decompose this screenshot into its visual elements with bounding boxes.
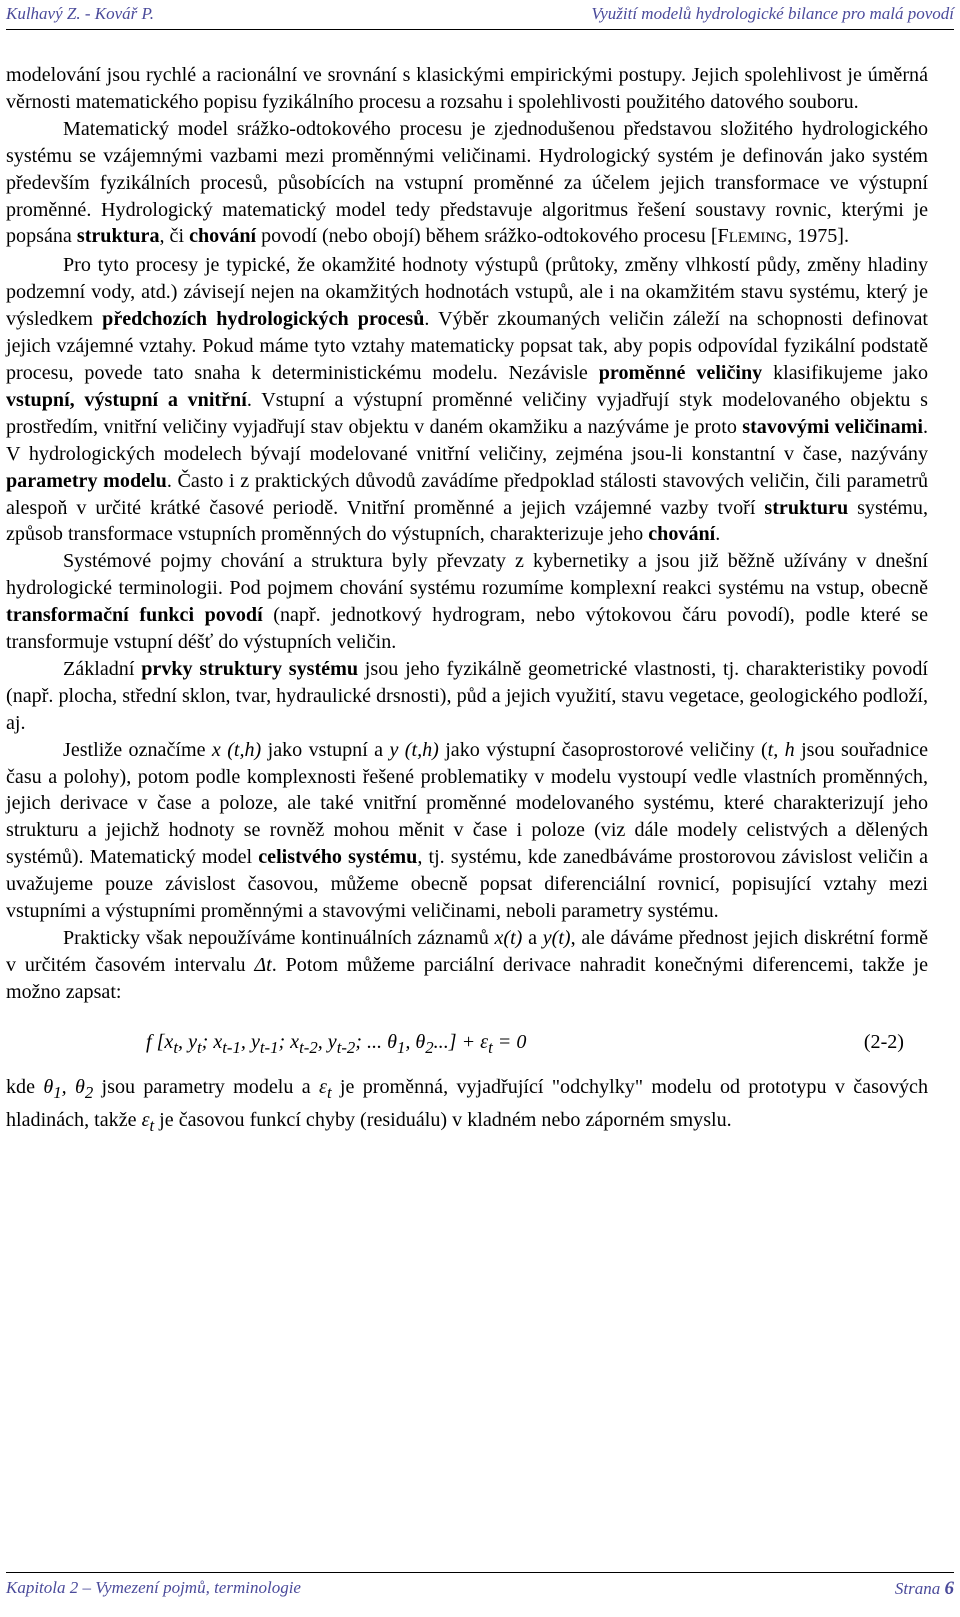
equation: f [$x_t$, $y_t$; $x_{t-1}$, $y_{t-1}$; $x_{t-2}$, $y_{t-2}$; ... $\theta_1$, $\theta_2...] + \varepsilon_t = 0$: [146, 1030, 527, 1057]
page-number: 6: [944, 1578, 954, 1599]
paragraph: Systémové pojmy chování a struktura byly převzaty z kybernetiky a jsou již běžně užívány v dnešní hydrologické terminologii. Pod pojmem chování systému rozumíme komplexní reakci systému na vstup, obecně transformační funkci povodí (např. jednotkový hydrogram, nebo výtokovou čáru povodí), podle které se transformuje vstupní déšť do výstupních veličin.: [6, 550, 928, 654]
paragraph: Jestliže označíme x (t,h) jako vstupní a y (t,h) jako výstupní časoprostorové veličiny (t, h jsou souřadnice času a polohy), potom podle komplexnosti řešené problematiky v modelu vystoupí vedle vlastních proměnných, jejich derivace v čase a poloze, ale také vnitřní proměnné modelovaného systému, které charakterizují jeho strukturu a jejichž hodnoty se rovněž mohou měnit v čase i poloze (viz dále modely celistvých a dělených systémů). Matematický model celistvého systému, tj. systému, kde zanedbáváme prostorovou závislost veličin a uvažujeme pouze závislost časovou, můžeme obecně popsat diferenciální rovnicí, popisující vztahy mezi vstupními a výstupními proměnnými a stavovými veličinami, neboli parametry systému.: [6, 738, 928, 923]
footer-rule: [6, 1572, 954, 1573]
paragraph: Matematický model srážko-odtokového procesu je zjednodušenou představou složitého hydrologického systému se vzájemnými vazbami mezi proměnnými veličinami. Hydrologický systém je definován jako systém především fyzikálních procesů, působících na vstupní proměnné za účelem jejich transformace ve výstupní proměnné. Hydrologický matematický model tedy představuje algoritmus řešení soustavy rovnic, kterými je popsána struktura, či chování povodí (nebo obojí) během srážko-odtokového procesu [FLEMING, 1975].: [6, 117, 928, 248]
header-rule: [6, 29, 954, 30]
paragraph: Prakticky však nepoužíváme kontinuálních záznamů x(t) a y(t), ale dáváme přednost jejich diskrétní formě v určitém časovém intervalu Δt. Potom můžeme parciální derivace nahradit konečnými diferencemi, takže je možno zapsat:: [6, 927, 928, 1003]
running-header: [6, 4, 954, 26]
paragraph: modelování jsou rychlé a racionální ve srovnání s klasickými empirickými postupy. Jejich spolehlivost je úměrná věrnosti matematického popisu fyzikálního procesu a rozsahu i spolehlivosti použitého datového souboru.: [6, 64, 928, 113]
footer-page-label: Strana: [894, 1579, 941, 1598]
equation-number: (2-2): [863, 1030, 904, 1053]
header-authors: Kulhavý Z. - Kovář P.: [6, 4, 154, 23]
running-footer: [6, 1578, 954, 1600]
header-title: Využití modelů hydrologické bilance pro malá povodí: [591, 4, 954, 23]
footer-chapter: Kapitola 2 – Vymezení pojmů, terminologie: [6, 1578, 301, 1597]
paragraph: kde $\theta_1$, $\theta_2$ jsou parametry modelu a $\varepsilon_t$ je proměnná, vyjadřující "odchylky" modelu od prototypu v časových hladinách, takže $\varepsilon_t$ je časovou funkcí chyby (residuálu) v kladném nebo záporném smyslu.: [6, 1075, 928, 1135]
body-text: [6, 62, 928, 1140]
footer-page: [895, 1578, 954, 1600]
equation-block: [6, 1016, 928, 1068]
paragraph: Základní prvky struktury systému jsou jeho fyzikálně geometrické vlastnosti, tj. charakteristiky povodí (např. plocha, střední sklon, tvar, hydraulické drsnosti), půd a jejich využití, stavu vegetace, geologického podloží, aj.: [6, 657, 928, 734]
paragraph: Pro tyto procesy je typické, že okamžité hodnoty výstupů (průtoky, změny vlhkostí půdy, změny hladiny podzemní vody, atd.) závisejí nejen na okamžitých hodnotách vstupů, ale i na okamžitém stavu systému, který je výsledkem předchozích hydrologických procesů. Výběr zkoumaných veličin záleží na schopnosti definovat jejich vzájemné vztahy. Pokud máme tyto vztahy matematicky popsat tak, aby popis odpovídal fyzikální podstatě procesu, povede tato snaha k deterministickému modelu. Nezávisle proměnné veličiny klasifikujeme jako vstupní, výstupní a vnitřní. Vstupní a výstupní proměnné veličiny vyjadřují styk modelovaného objektu s prostředím, vnitřní veličiny vyjadřují stav objektu v daném okamžiku a nazýváme je proto stavovými veličinami. V hydrologických modelech bývají modelované vnitřní veličiny, zejména jsou-li konstantní v čase, nazývány parametry modelu. Často i z praktických důvodů zavádíme předpoklad stálosti stavových veličin, čili parametrů alespoň v určité krátké časové periodě. Vnitřní proměnné a jejich vzájemné vazby tvoří strukturu systému, způsob transformace vstupních proměnných do výstupních, charakterizuje jeho chování.: [6, 254, 929, 546]
